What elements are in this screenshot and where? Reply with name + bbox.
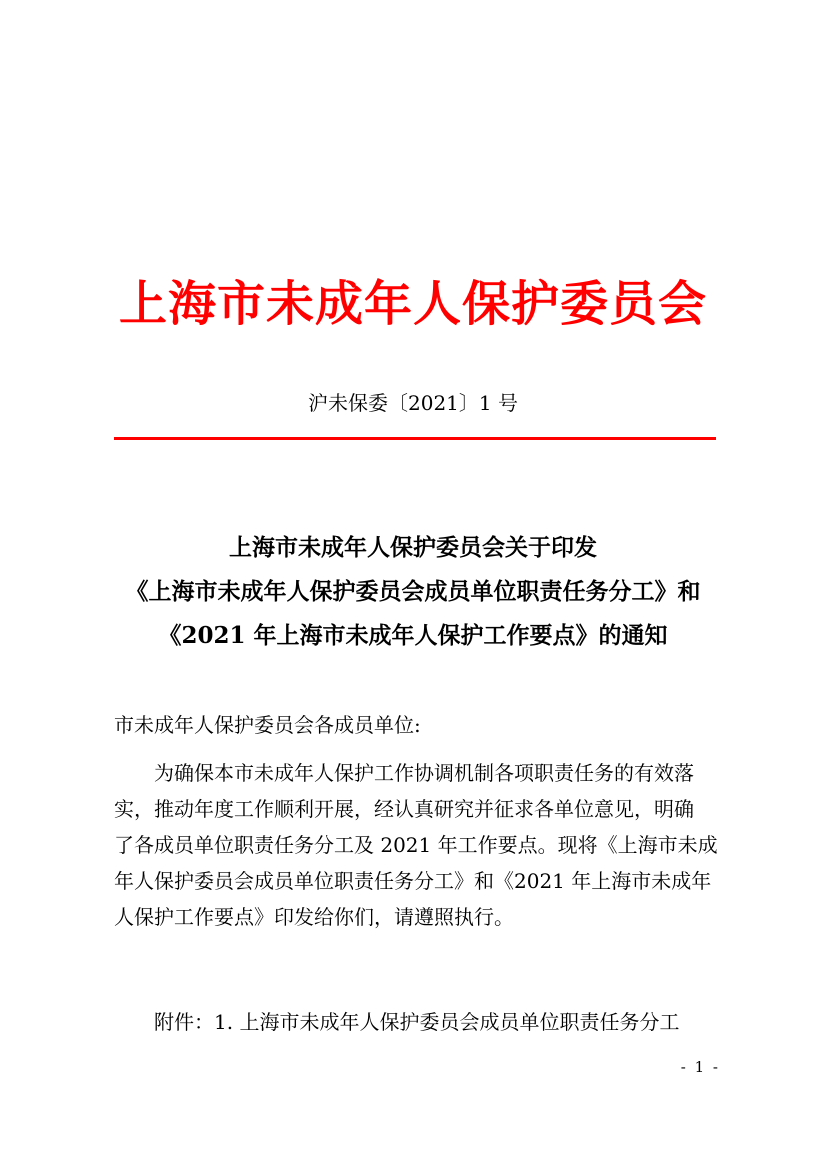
body-paragraph	[114, 755, 718, 935]
red-separator-line	[114, 437, 716, 440]
attachment-line: 附件：1. 上海市未成年人保护委员会成员单位职责任务分工	[154, 1010, 680, 1034]
body-line: 年人保护委员会成员单位职责任务分工》和《2021 年上海市未成年	[114, 869, 712, 893]
document-title	[0, 526, 826, 658]
page-number: - 1 -	[680, 1058, 720, 1076]
document-number: 沪未保委〔2021〕1 号	[308, 391, 518, 415]
body-line: 人保护工作要点》印发给你们，请遵照执行。	[114, 905, 514, 929]
title-line: 《上海市未成年人保护委员会成员单位职责任务分工》和	[125, 578, 701, 605]
body-line: 了各成员单位职责任务分工及 2021 年工作要点。现将《上海市未成	[114, 833, 718, 857]
body-line: 实，推动年度工作顺利开展，经认真研究并征求各单位意见，明确	[114, 797, 694, 821]
body-line: 为确保本市未成年人保护工作协调机制各项职责任务的有效落	[154, 761, 694, 785]
title-line: 《2021 年上海市未成年人保护工作要点》的通知	[158, 622, 668, 649]
issuing-organization-header: 上海市未成年人保护委员会	[118, 276, 707, 332]
addressee: 市未成年人保护委员会各成员单位:	[114, 713, 421, 737]
title-line: 上海市未成年人保护委员会关于印发	[229, 534, 597, 561]
